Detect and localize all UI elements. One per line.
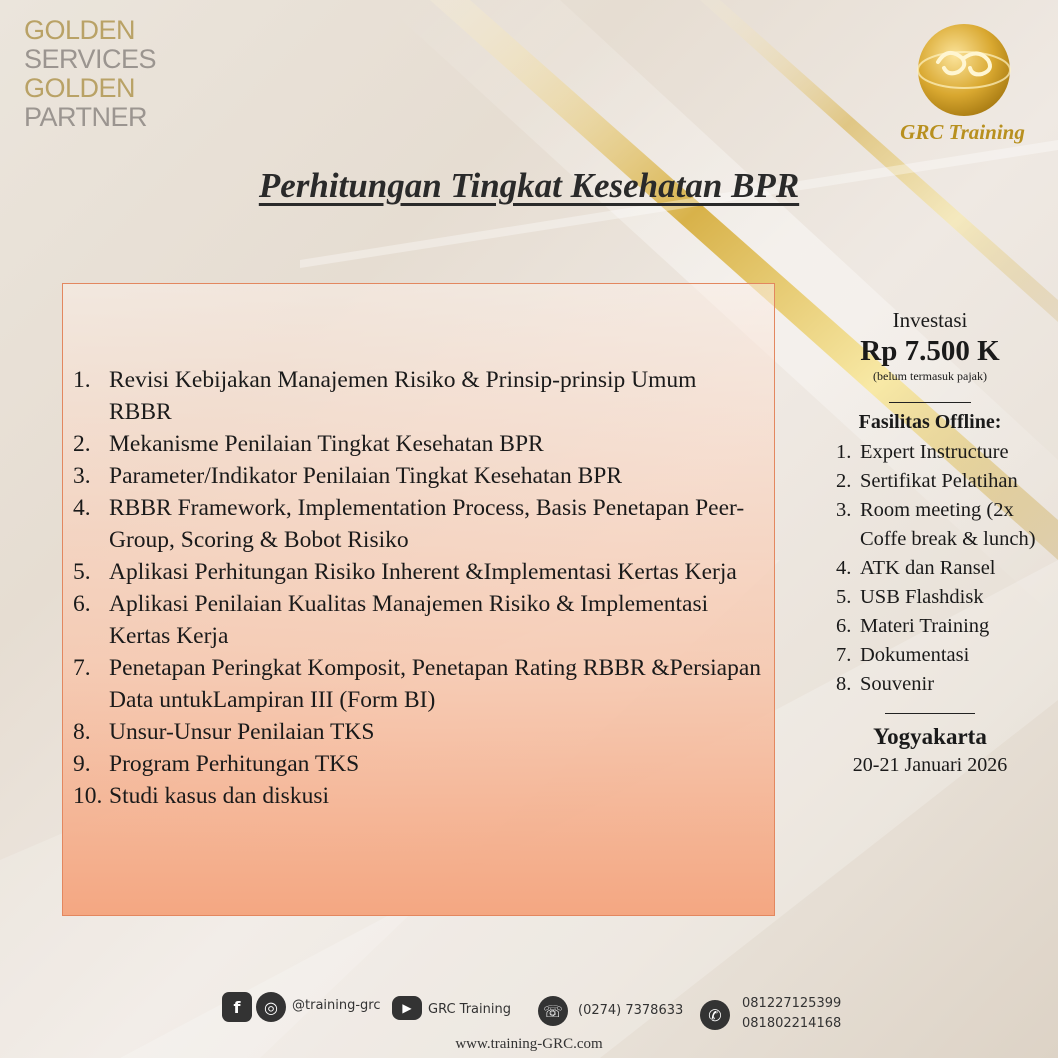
facility-text: Materi Training: [860, 615, 990, 637]
facility-text: Room meeting (2x Coffe break & lunch): [860, 499, 1036, 550]
list-item: [73, 780, 763, 812]
list-item: [73, 460, 763, 492]
topic-number: 6.: [73, 591, 91, 617]
facility-number: 8.: [836, 673, 852, 695]
topic-number: 10.: [73, 783, 103, 809]
list-item: [73, 652, 763, 716]
facility-text: Dokumentasi: [860, 644, 970, 666]
list-item: [73, 556, 763, 588]
list-item: [73, 588, 763, 652]
topic-number: 1.: [73, 367, 91, 393]
facilities-list: [836, 438, 1040, 699]
topic-text: Studi kasus dan diskusi: [109, 783, 330, 809]
side-info: [820, 308, 1040, 777]
youtube-icon[interactable]: ▶: [392, 996, 422, 1020]
topic-text: Mekanisme Penilaian Tingkat Kesehatan BPR: [109, 431, 544, 457]
tagline-line-3: GOLDEN: [24, 73, 136, 103]
youtube-channel[interactable]: GRC Training: [428, 1002, 511, 1017]
facility-text: Sertifikat Pelatihan: [860, 470, 1018, 492]
facility-number: 2.: [836, 470, 852, 492]
event-date: 20-21 Januari 2026: [852, 754, 1008, 776]
investment-note: (belum termasuk pajak): [873, 369, 987, 383]
list-item: [836, 496, 1040, 554]
facility-number: 6.: [836, 615, 852, 637]
topic-panel: [62, 283, 775, 916]
facility-number: 3.: [836, 499, 852, 521]
topic-list: [73, 364, 763, 812]
facility-number: 5.: [836, 586, 852, 608]
page-title: Perhitungan Tingkat Kesehatan BPR: [258, 166, 800, 205]
tagline: [24, 16, 156, 132]
topic-number: 3.: [73, 463, 91, 489]
tagline-line-1: GOLDEN: [24, 15, 136, 45]
tagline-line-2: SERVICES: [24, 44, 157, 74]
topic-text: Aplikasi Penilaian Kualitas Manajemen Risiko & Implementasi Kertas Kerja: [109, 591, 709, 649]
website-link[interactable]: www.training-GRC.com: [455, 1036, 603, 1052]
facility-text: Expert Instructure: [860, 441, 1009, 463]
list-item: [73, 748, 763, 780]
footer: [0, 990, 1058, 1058]
whatsapp-icon[interactable]: ✆: [700, 1000, 730, 1030]
divider: [885, 713, 975, 714]
list-item: [836, 641, 1040, 670]
phone-icon[interactable]: ☏: [538, 996, 568, 1026]
investment-price: Rp 7.500 K: [860, 335, 1000, 367]
topic-number: 7.: [73, 655, 91, 681]
facility-number: 4.: [836, 557, 852, 579]
whatsapp-number-1[interactable]: 081227125399: [742, 996, 842, 1011]
facility-number: 1.: [836, 441, 852, 463]
topic-text: Program Perhitungan TKS: [109, 751, 360, 777]
topic-number: 2.: [73, 431, 91, 457]
logo-text: GRC Training: [900, 120, 1025, 144]
facility-number: 7.: [836, 644, 852, 666]
event-city: Yogyakarta: [873, 724, 987, 749]
tagline-line-4: PARTNER: [24, 102, 148, 132]
facility-text: Souvenir: [860, 673, 935, 695]
grc-globe-logo-icon: [880, 20, 1045, 120]
topic-number: 8.: [73, 719, 91, 745]
list-item: [73, 492, 763, 556]
phone-number[interactable]: (0274) 7378633: [578, 1003, 684, 1018]
topic-text: Penetapan Peringkat Komposit, Penetapan Rating RBBR &Persiapan Data untukLampiran III (Form BI): [109, 655, 762, 713]
topic-text: RBBR Framework, Implementation Process, Basis Penetapan Peer-Group, Scoring & Bobot Risiko: [109, 495, 745, 553]
topic-number: 9.: [73, 751, 91, 777]
list-item: [73, 716, 763, 748]
topic-text: Unsur-Unsur Penilaian TKS: [109, 719, 375, 745]
list-item: [836, 612, 1040, 641]
grc-logo: [880, 20, 1045, 150]
topic-number: 5.: [73, 559, 91, 585]
list-item: [73, 428, 763, 460]
list-item: [836, 583, 1040, 612]
topic-text: Revisi Kebijakan Manajemen Risiko & Prinsip-prinsip Umum RBBR: [109, 367, 697, 425]
facility-text: USB Flashdisk: [860, 586, 984, 608]
facilities-title: Fasilitas Offline:: [858, 411, 1002, 433]
topic-text: Parameter/Indikator Penilaian Tingkat Kesehatan BPR: [109, 463, 622, 489]
facility-text: ATK dan Ransel: [860, 557, 996, 579]
instagram-icon[interactable]: ◎: [256, 992, 286, 1022]
facebook-icon[interactable]: f: [222, 992, 252, 1022]
topic-text: Aplikasi Perhitungan Risiko Inherent &Implementasi Kertas Kerja: [109, 559, 737, 585]
list-item: [836, 554, 1040, 583]
topic-number: 4.: [73, 495, 91, 521]
investment-label: Investasi: [892, 308, 968, 332]
divider: [889, 402, 971, 403]
list-item: [836, 438, 1040, 467]
list-item: [836, 670, 1040, 699]
list-item: [836, 467, 1040, 496]
whatsapp-number-2[interactable]: 081802214168: [742, 1016, 842, 1031]
list-item: [73, 364, 763, 428]
social-handle[interactable]: @training-grc: [292, 998, 381, 1013]
